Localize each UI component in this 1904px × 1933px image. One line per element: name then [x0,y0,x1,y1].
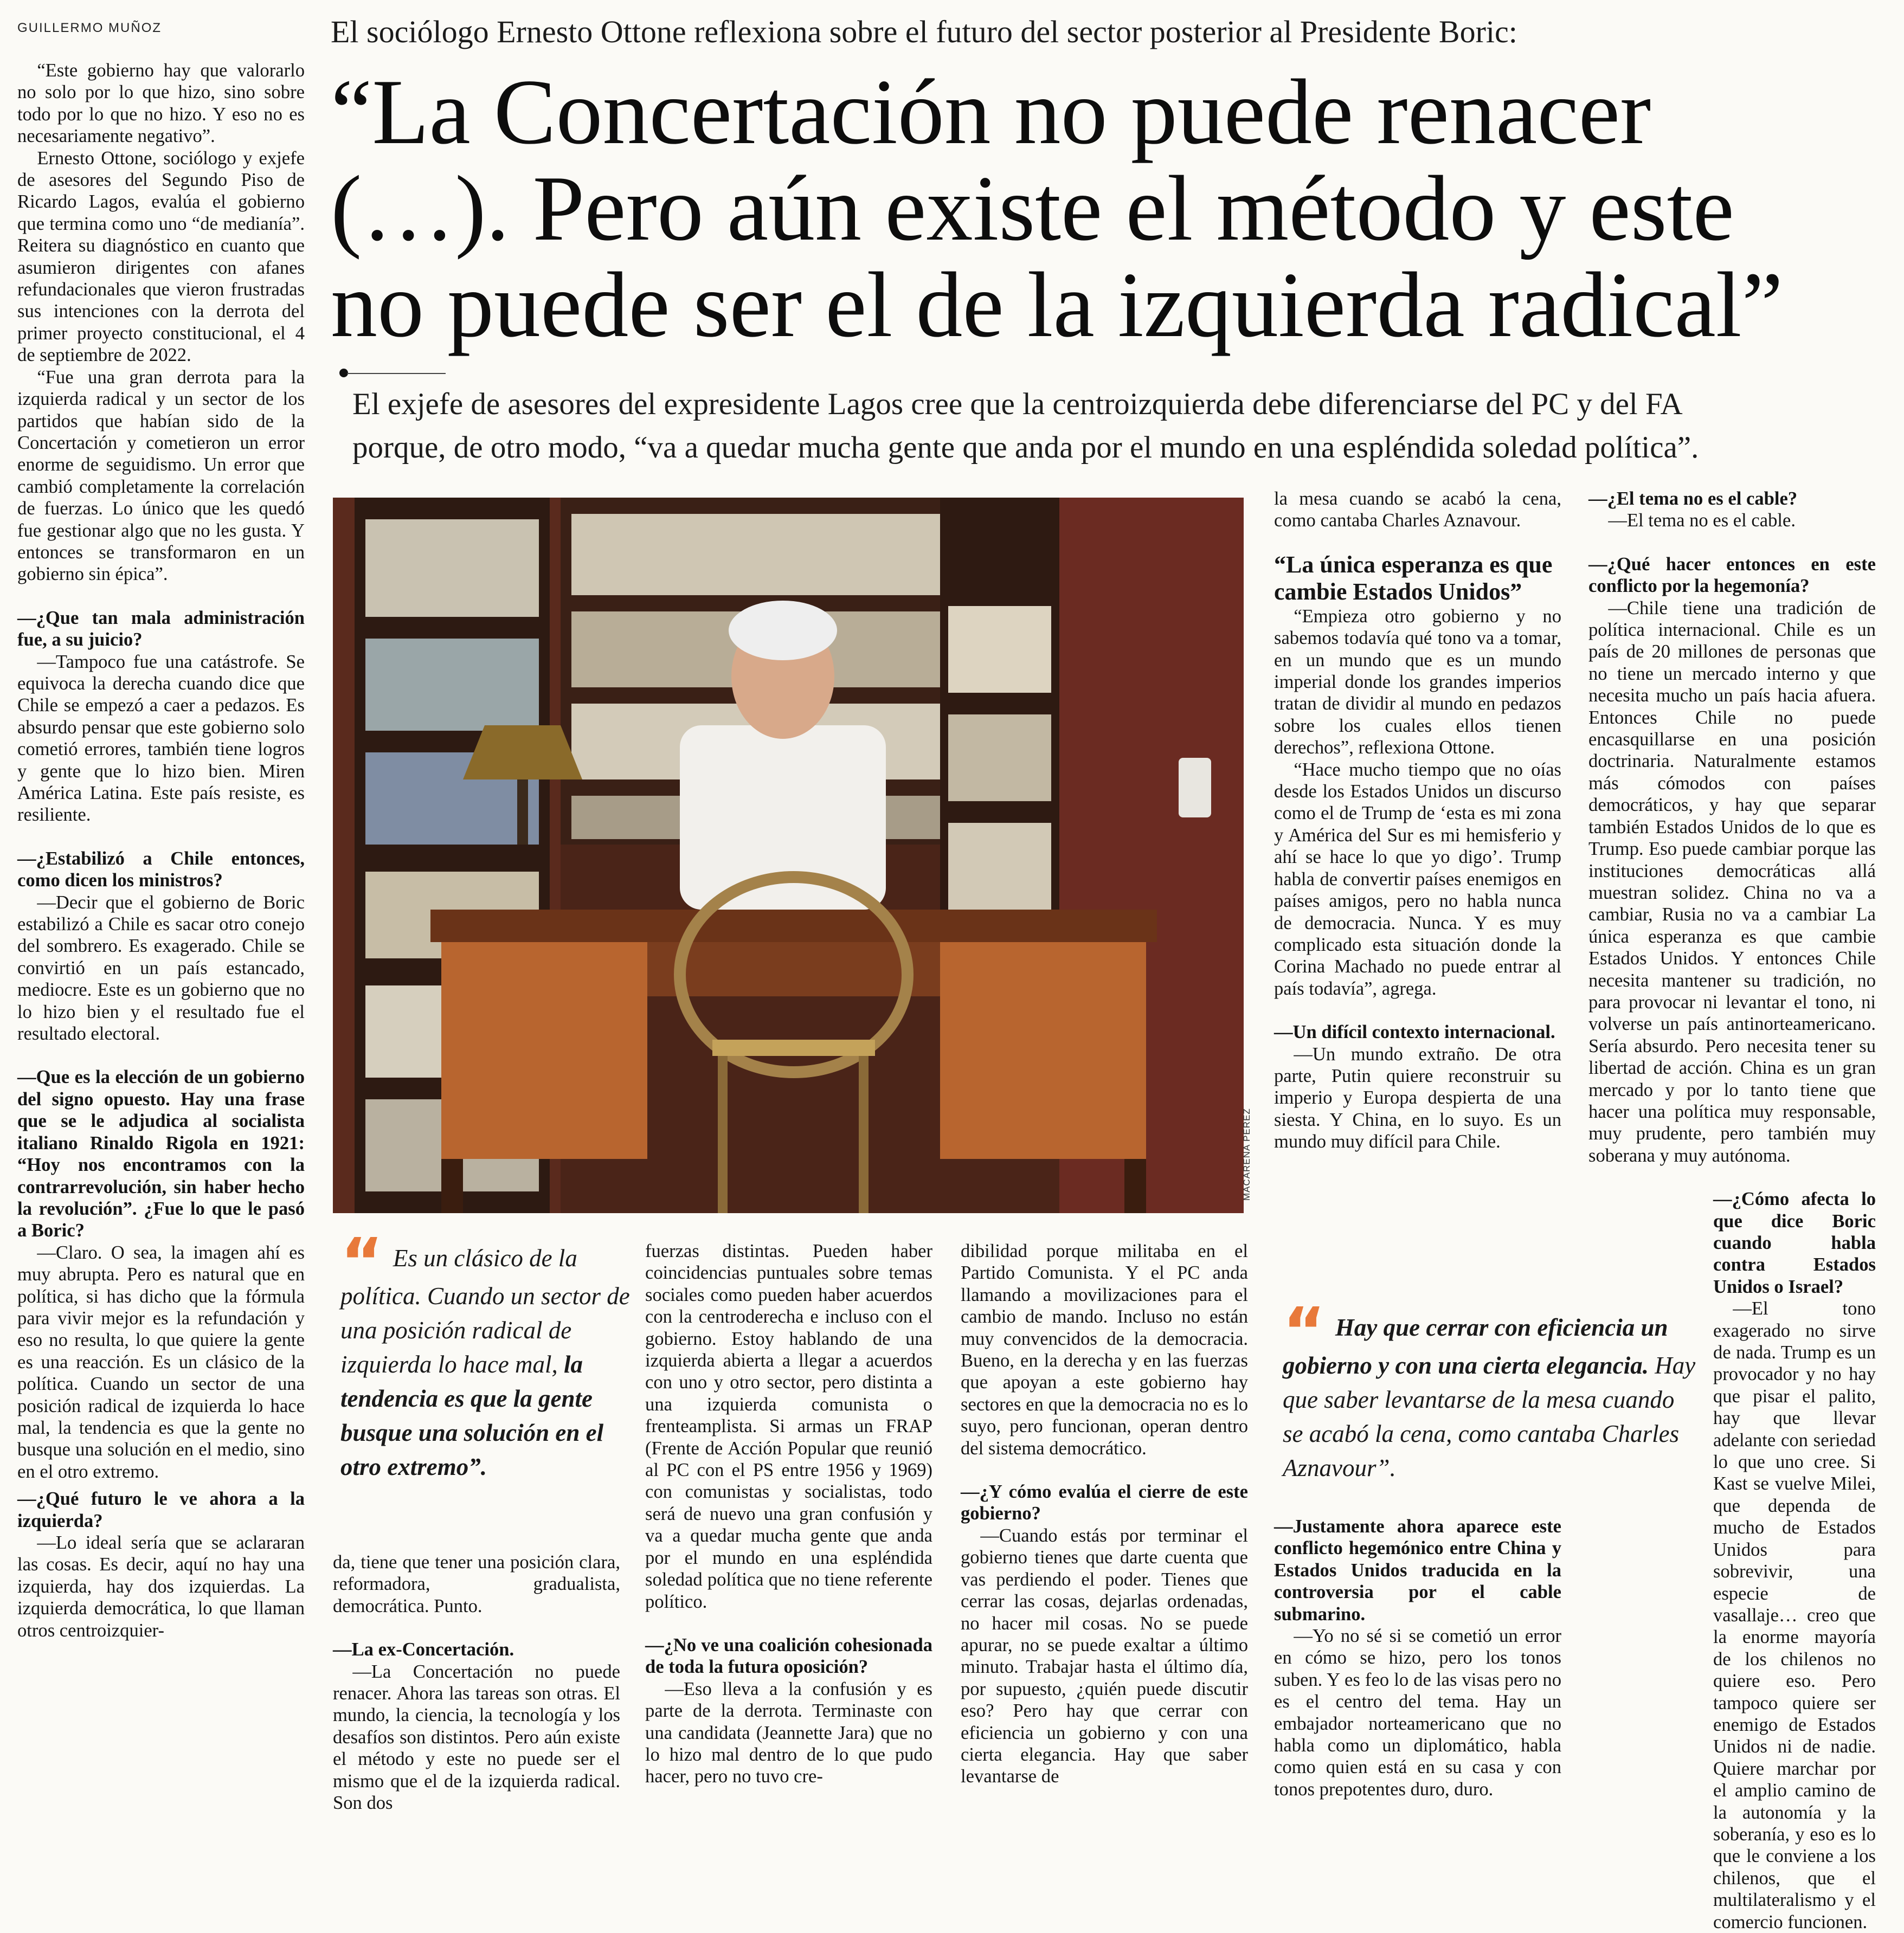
paragraph: Ernesto Ottone, sociólogo y exjefe de asesores del Segundo Piso de Ricardo Lagos, evalúa el gobierno que termina como uno “de medianía”. Reitera su diagnóstico en cuanto que asumieron dirigentes con afanes refundacionales que vieron frustradas sus intenciones con la derrota del primer proyecto constitucional, el 4 de septiembre de 2022. [17,147,305,366]
paragraph: da, tiene que tener una posición clara, reformadora, gradualista, democrática. Punto. [333,1552,620,1616]
column-3 [645,1240,932,1788]
headline [331,61,1881,357]
paragraph: —La Concertación no puede renacer. Ahora las tareas son otras. El mundo, la ciencia, la tecnología y los desafíos son distintos. Pero aún existe el método y este no puede ser el mismo que el de la izquierda radical. Son dos [333,1661,620,1814]
question: —¿Qué futuro le ve ahora a la izquierda? [17,1489,305,1531]
column-2 [333,1551,620,1814]
paragraph: —Un mundo extraño. De otra parte, Putin quiere reconstruir su imperio y Europa despierta de una siesta. Y China, en lo suyo. Es un mundo muy difícil para Chile. [1274,1043,1561,1152]
headline-line-2: (…). Pero aún existe el método y este [331,157,1734,260]
paragraph: la mesa cuando se acabó la cena, como cantaba Charles Aznavour. [1274,488,1561,531]
quote-mark-icon: “ [1283,1294,1326,1370]
question: —Un difícil contexto internacional. [1274,1022,1555,1043]
pull-quote-2-bold: Hay que cerrar con eficiencia un gobierno y con una cierta elegancia. [1283,1314,1668,1379]
paragraph: “Empieza otro gobierno y no sabemos todavía qué tono va a tomar, en un mundo que es un mundo imperial donde los grandes imperios tratan de dividir al mundo en pedazos sobre los cuales ellos tienen derechos”, reflexiona Ottone. [1274,605,1561,758]
paragraph: “Hace mucho tiempo que no oías desde los Estados Unidos un discurso como el de Trump de ‘esta es mi zona y América del Sur es mi hemisferio y ahí se hace lo que yo digo’. Trump habla de convertir países enemigos en países amigos, pero no habla nunca de democracia. Nunca. Y es muy complicado esta situación donde la Corina Machado no puede entrar al país todavía”, agrega. [1274,759,1561,999]
pull-quote-1-text: Es un clásico de la política. Cuando un sector de una posición radical de izquierda lo hace mal, [340,1245,630,1378]
paragraph: —Claro. O sea, la imagen ahí es muy abrupta. Pero es natural que en política, si has dicho que la fórmula para vivir mejor es la refundación y eso no resulta, lo que quiere la gente es una reacción. Es un clásico de la política. Cuando un sector de una posición radical de izquierda lo hace mal, la tendencia es que la gente no busque una solución en el medio, sino en el otro extremo. [17,1242,305,1482]
paragraph: —Cuando estás por terminar el gobierno tienes que darte cuenta que vas perdiendo el poder. Tienes que cerrar las cosas, dejarlas ordenadas, no hacer mil cosas. No se puede apurar, no se puede exaltar a último minuto. Trabajar hasta el último día, por supuesto, ¿quién puede discutir eso? Pero hay que cerrar con eficiencia un gobierno y con una cierta elegancia. Hay que saber levantarse de [961,1525,1248,1787]
photo-credit: MACARENA PÉREZ [1242,1108,1252,1201]
pull-quote-1-bold: la tendencia es que la gente busque una solución en el otro extremo”. [340,1351,604,1480]
deck [352,383,1881,469]
paragraph: dibilidad porque militaba en el Partido Comunista. Y el PC anda llamando a movilizaciones para el cambio de mando. Incluso no están muy convencidos de la democracia. Bueno, en la derecha y en las fuerzas que apoyan a este gobierno hay sectores en que la democracia no es lo suyo, pero funcionan, operan dentro del sistema democrático. [961,1241,1248,1459]
question: —¿Estabilizó a Chile entonces, como dicen los ministros? [17,848,305,891]
headline-line-3: no puede ser el de la izquierda radical” [331,254,1783,357]
column-6 [1588,488,1876,1933]
question: —La ex-Concertación. [333,1639,514,1660]
paragraph: —El tema no es el cable. [1608,510,1796,531]
kicker: El sociólogo Ernesto Ottone reflexiona sobre el futuro del sector posterior al Presidente Boric: [331,14,1517,49]
byline: GUILLERMO MUÑOZ [17,21,162,35]
paragraph: —Chile tiene una tradición de política internacional. Chile es un país de 20 millones de personas que no tiene un mercado interno y que necesita mucho un país hacia afuera. Entonces Chile no puede encasquillarse en una posición doctrinaria. Naturalmente estamos más cómodos con países democráticos, y hay que separar también Estados Unidos de lo que es Trump. Eso puede cambiar porque las instituciones democráticas allá muestran solidez. China no va a cambiar, Rusia no va a cambiar La única esperanza es que cambie Estados Unidos. Y entonces Chile necesita mantener su tradición, no para provocar ni levantar el tono, ni volverse un país antinorteamericano. Sería absurdo. Pero necesita tener su libertad de acción. China es un gran mercado y por lo tanto tiene que hacer una política muy responsable, muy prudente, pero también muy soberana y muy autónoma. [1588,597,1876,1166]
headline-rule [347,373,446,374]
paragraph: —Eso lleva a la confusión y es parte de la derrota. Terminaste con una candidata (Jeannette Jara) que no lo hizo mal dentro de lo que pudo hacer, pero no tuvo cre- [645,1678,932,1787]
column-5-bottom [1274,1516,1561,1800]
question: —¿Cómo afecta lo que dice Boric cuando habla contra Estados Unidos o Israel? [1713,1189,1876,1297]
paragraph: —Yo no sé si se cometió un error en cómo se hizo, pero los tonos suben. Y es feo lo de las visas pero no es el centro del tema. Hay un embajador norteamericano que no habla como un diplomático, habla como quien está en su casa y con tonos prepotentes duro, duro. [1274,1626,1561,1800]
question: —¿Y cómo evalúa el cierre de este gobierno? [961,1481,1248,1524]
paragraph: “Este gobierno hay que valorarlo no solo por lo que hizo, sino sobre todo por lo que no hizo. Y eso no es necesariamente negativo”. [17,60,305,147]
photo [333,498,1244,1213]
question: —¿No ve una coalición cohesionada de toda la futura oposición? [645,1634,932,1678]
question: —¿Qué hacer entonces en este conflicto por la hegemonía? [1588,553,1876,597]
paragraph: —Tampoco fue una catástrofe. Se equivoca la derecha cuando dice que Chile se empezó a caer a pedazos. Es absurdo pensar que este gobierno solo cometió errores, también tiene logros y gente que lo hizo bien. Miren América Latina. Este país resiste, es resiliente. [17,651,305,826]
column-5 [1274,488,1561,1153]
question: —Que es la elección de un gobierno del signo opuesto. Hay una frase que se le adjudica al socialista italiano Rinaldo Rigola en 1921: “Hoy nos encontramos con la contrarrevolución, sin haber hecho la revolución”. ¿Fue lo que le pasó a Boric? [17,1067,305,1241]
paragraph: “Fue una gran derrota para la izquierda radical y un sector de los partidos que habían sido de la Concertación y cometieron un error enorme de seguidismo. Un error que cambió completamente la correlación de fuerzas. Lo único que les quedó fue gestionar algo que no les gusta. Y entonces se transformaron en un gobierno sin épica”. [17,366,305,585]
telephone [1179,758,1211,817]
column-4 [961,1240,1248,1788]
column-1 [17,60,305,1641]
paragraph: —Lo ideal sería que se aclararan las cosas. Es decir, aquí no hay una izquierda, hay dos izquierdas. La izquierda democrática, lo que llaman otros centroizquier- [17,1532,305,1641]
question: —¿El tema no es el cable? [1588,488,1798,509]
quote-mark-icon: “ [340,1225,383,1300]
pull-quote-1 [340,1225,633,1484]
question: —Justamente ahora aparece este conflicto hegemónico entre China y Estados Unidos traducida en la controversia por el cable submarino. [1274,1516,1561,1625]
paragraph: —El tono exagerado no sirve de nada. Trump es un provocador y no hay que pisar el palito, hay que llevar adelante con seriedad lo que uno cree. Si Kast se vuelve Milei, que dependa de mucho de Estados Unidos para sobrevivir, una especie de vasallaje… creo que la enorme mayoría de los chilenos no quiere eso. Pero tampoco quiere ser enemigo de Estados Unidos ni de nadie. Quiere marchar por el amplio camino de la autonomía y la soberanía, y eso es lo que le conviene a los chilenos, que el multilateralismo y el comercio funcionen. [1713,1298,1876,1932]
paragraph: —Decir que el gobierno de Boric estabilizó a Chile es sacar otro conejo del sombrero. Es exagerado. Chile se convirtió en un país estancado, mediocre. Este es un gobierno que no lo hizo bien y el resultado fue el resultado electoral. [17,892,305,1045]
headline-line-1: “La Concertación no puede renacer [331,61,1651,164]
question: —¿Que tan mala administración fue, a su juicio? [17,607,305,650]
paragraph: fuerzas distintas. Pueden haber coincidencias puntuales sobre temas sociales como pueden haber acuerdos con la centroderecha e incluso con el gobierno. Estoy hablando de una izquierda abierta a llegar a acuerdos con uno y otro sector, pero distinta a una izquierda comunista o frenteamplista. Si armas un FRAP (Frente de Acción Popular que reunió al PC con el PS entre 1956 y 1969) con comunistas y socialistas, todo será de nuevo una gran confusión y va a quedar mucha gente que anda por el mundo en una espléndida soledad política que no tiene referente político. [645,1241,932,1612]
pull-quote-2-text: Hay que saber levantarse de la mesa cuando se acabó la cena, como cantaba Charles Aznavour”. [1283,1352,1696,1481]
deck-line-1: El exjefe de asesores del expresidente Lagos cree que la centroizquierda debe diferenciarse del PC y del FA [352,387,1683,421]
subheading: “La única esperanza es que cambie Estados Unidos” [1274,551,1553,605]
deck-line-2: porque, de otro modo, “va a quedar mucha gente que anda por el mundo en una espléndida soledad política”. [352,430,1699,465]
